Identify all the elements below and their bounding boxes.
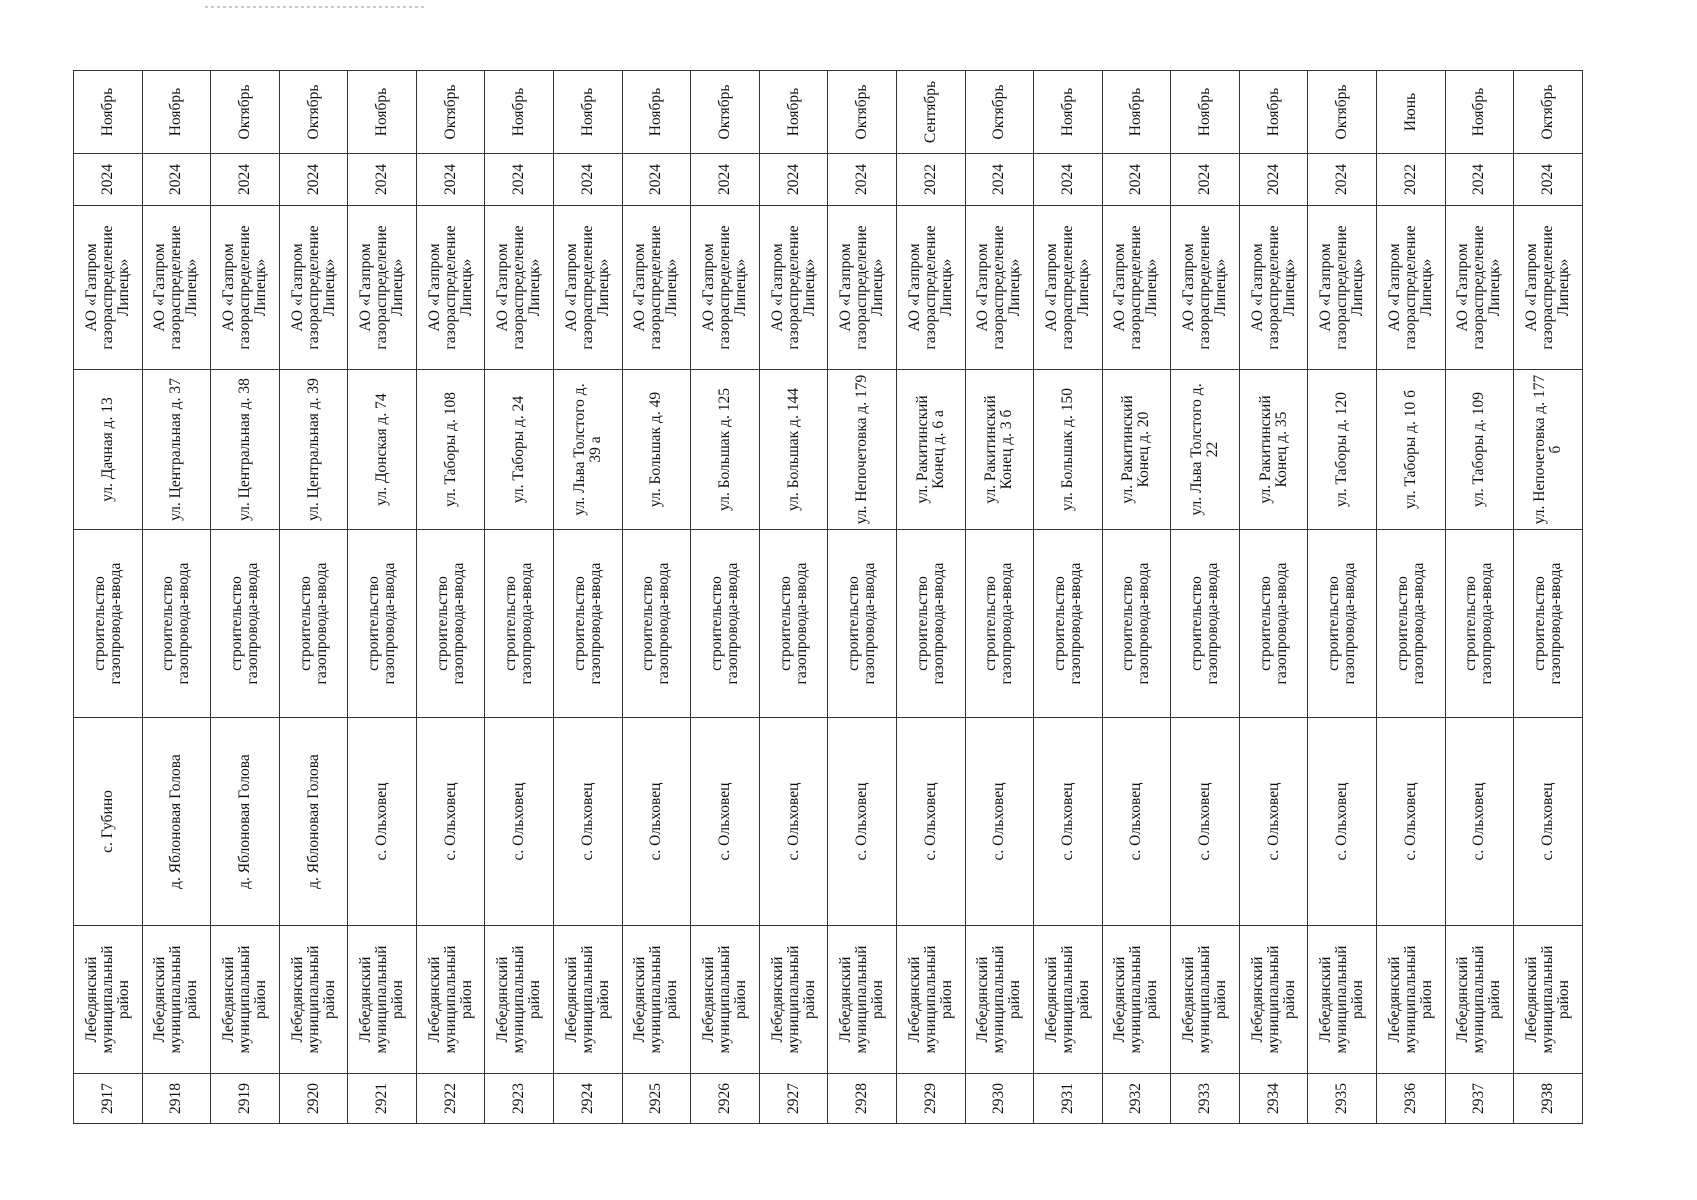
scan-artifact — [205, 6, 425, 8]
table-row — [1034, 71, 1103, 1124]
row-number-cell: 2931 — [1034, 1074, 1103, 1124]
district-cell: Лебедянский муниципальный район — [348, 926, 417, 1074]
district-cell: Лебедянский муниципальный район — [1376, 926, 1445, 1074]
table-row — [485, 71, 554, 1124]
work-type-cell: строительство газопровода-ввода — [348, 530, 417, 718]
month-cell: Ноябрь — [622, 71, 691, 154]
district-cell: Лебедянский муниципальный район — [1514, 926, 1583, 1074]
year-cell: 2024 — [74, 154, 143, 206]
month-cell: Ноябрь — [554, 71, 623, 154]
row-number-cell: 2917 — [74, 1074, 143, 1124]
month-cell: Октябрь — [211, 71, 280, 154]
month-cell: Ноябрь — [1034, 71, 1103, 154]
organization-cell: АО «Газпром газораспределение Липецк» — [279, 206, 348, 370]
table-row — [759, 71, 828, 1124]
row-number-cell: 2919 — [211, 1074, 280, 1124]
row-number-cell: 2927 — [759, 1074, 828, 1124]
month-cell: Октябрь — [1308, 71, 1377, 154]
year-cell: 2024 — [1445, 154, 1514, 206]
row-number-cell: 2936 — [1376, 1074, 1445, 1124]
row-number-cell: 2934 — [1239, 1074, 1308, 1124]
month-cell: Октябрь — [965, 71, 1034, 154]
settlement-cell: с. Ольховец — [485, 718, 554, 926]
month-cell: Октябрь — [1514, 71, 1583, 154]
row-number-cell: 2918 — [142, 1074, 211, 1124]
year-cell: 2024 — [1308, 154, 1377, 206]
month-cell: Ноябрь — [485, 71, 554, 154]
settlement-cell: с. Ольховец — [1445, 718, 1514, 926]
table-row — [416, 71, 485, 1124]
work-type-cell: строительство газопровода-ввода — [1034, 530, 1103, 718]
table-row — [1239, 71, 1308, 1124]
work-type-cell: строительство газопровода-ввода — [211, 530, 280, 718]
year-cell: 2024 — [1171, 154, 1240, 206]
organization-cell: АО «Газпром газораспределение Липецк» — [1308, 206, 1377, 370]
table-row — [211, 71, 280, 1124]
work-type-cell: строительство газопровода-ввода — [965, 530, 1034, 718]
settlement-cell: с. Губино — [74, 718, 143, 926]
row-number-cell: 2925 — [622, 1074, 691, 1124]
row-number-cell: 2920 — [279, 1074, 348, 1124]
organization-cell: АО «Газпром газораспределение Липецк» — [348, 206, 417, 370]
address-cell: ул. Льва Толстого д. 39 а — [554, 370, 623, 530]
organization-cell: АО «Газпром газораспределение Липецк» — [691, 206, 760, 370]
work-type-cell: строительство газопровода-ввода — [142, 530, 211, 718]
year-cell: 2024 — [211, 154, 280, 206]
district-cell: Лебедянский муниципальный район — [691, 926, 760, 1074]
year-cell: 2024 — [759, 154, 828, 206]
year-cell: 2024 — [142, 154, 211, 206]
month-cell: Октябрь — [691, 71, 760, 154]
settlement-cell: с. Ольховец — [554, 718, 623, 926]
row-number-cell: 2923 — [485, 1074, 554, 1124]
organization-cell: АО «Газпром газораспределение Липецк» — [485, 206, 554, 370]
work-type-cell: строительство газопровода-ввода — [554, 530, 623, 718]
organization-cell: АО «Газпром газораспределение Липецк» — [1445, 206, 1514, 370]
work-type-cell: строительство газопровода-ввода — [1514, 530, 1583, 718]
month-cell: Октябрь — [279, 71, 348, 154]
work-type-cell: строительство газопровода-ввода — [759, 530, 828, 718]
year-cell: 2024 — [1239, 154, 1308, 206]
work-type-cell: строительство газопровода-ввода — [1445, 530, 1514, 718]
district-cell: Лебедянский муниципальный район — [485, 926, 554, 1074]
row-number-cell: 2929 — [896, 1074, 965, 1124]
row-number-cell: 2924 — [554, 1074, 623, 1124]
work-type-cell: строительство газопровода-ввода — [74, 530, 143, 718]
row-number-cell: 2933 — [1171, 1074, 1240, 1124]
organization-cell: АО «Газпром газораспределение Липецк» — [1034, 206, 1103, 370]
settlement-cell: с. Ольховец — [965, 718, 1034, 926]
month-cell: Ноябрь — [74, 71, 143, 154]
address-cell: ул. Ракитинский Конец д. 35 — [1239, 370, 1308, 530]
settlement-cell: с. Ольховец — [1171, 718, 1240, 926]
address-cell: ул. Центральная д. 37 — [142, 370, 211, 530]
work-type-cell: строительство газопровода-ввода — [279, 530, 348, 718]
row-number-cell: 2938 — [1514, 1074, 1583, 1124]
settlement-cell: с. Ольховец — [1034, 718, 1103, 926]
address-cell: ул. Непочетовка д. 179 — [828, 370, 897, 530]
year-cell: 2024 — [622, 154, 691, 206]
year-cell: 2024 — [965, 154, 1034, 206]
row-number-cell: 2921 — [348, 1074, 417, 1124]
work-type-cell: строительство газопровода-ввода — [622, 530, 691, 718]
settlement-cell: с. Ольховец — [416, 718, 485, 926]
month-cell: Ноябрь — [142, 71, 211, 154]
organization-cell: АО «Газпром газораспределение Липецк» — [1102, 206, 1171, 370]
settlement-cell: с. Ольховец — [622, 718, 691, 926]
month-cell: Ноябрь — [1171, 71, 1240, 154]
table-row — [348, 71, 417, 1124]
work-type-cell: строительство газопровода-ввода — [1239, 530, 1308, 718]
table-row — [554, 71, 623, 1124]
district-cell: Лебедянский муниципальный район — [965, 926, 1034, 1074]
table-row — [828, 71, 897, 1124]
district-cell: Лебедянский муниципальный район — [1034, 926, 1103, 1074]
district-cell: Лебедянский муниципальный район — [279, 926, 348, 1074]
organization-cell: АО «Газпром газораспределение Липецк» — [759, 206, 828, 370]
year-cell: 2022 — [1376, 154, 1445, 206]
table-row — [1308, 71, 1377, 1124]
year-cell: 2024 — [279, 154, 348, 206]
address-cell: ул. Центральная д. 38 — [211, 370, 280, 530]
district-cell: Лебедянский муниципальный район — [1102, 926, 1171, 1074]
address-cell: ул. Большак д. 49 — [622, 370, 691, 530]
address-cell: ул. Непочетовка д. 177 б — [1514, 370, 1583, 530]
address-cell: ул. Таборы д. 108 — [416, 370, 485, 530]
settlement-cell: с. Ольховец — [1308, 718, 1377, 926]
address-cell: ул. Таборы д. 24 — [485, 370, 554, 530]
month-cell: Ноябрь — [759, 71, 828, 154]
district-cell: Лебедянский муниципальный район — [622, 926, 691, 1074]
work-type-cell: строительство газопровода-ввода — [828, 530, 897, 718]
address-cell: ул. Дачная д. 13 — [74, 370, 143, 530]
address-cell: ул. Таборы д. 10 б — [1376, 370, 1445, 530]
settlement-cell: с. Ольховец — [759, 718, 828, 926]
row-number-cell: 2930 — [965, 1074, 1034, 1124]
address-cell: ул. Центральная д. 39 — [279, 370, 348, 530]
work-type-cell: строительство газопровода-ввода — [416, 530, 485, 718]
district-cell: Лебедянский муниципальный район — [554, 926, 623, 1074]
district-cell: Лебедянский муниципальный район — [1308, 926, 1377, 1074]
address-cell: ул. Большак д. 150 — [1034, 370, 1103, 530]
settlement-cell: д. Яблоновая Голова — [211, 718, 280, 926]
table-row — [1171, 71, 1240, 1124]
district-cell: Лебедянский муниципальный район — [211, 926, 280, 1074]
address-cell: ул. Льва Толстого д. 22 — [1171, 370, 1240, 530]
organization-cell: АО «Газпром газораспределение Липецк» — [1514, 206, 1583, 370]
district-cell: Лебедянский муниципальный район — [1171, 926, 1240, 1074]
month-cell: Ноябрь — [1445, 71, 1514, 154]
gasification-table — [73, 70, 1583, 1124]
table-row — [622, 71, 691, 1124]
work-type-cell: строительство газопровода-ввода — [1171, 530, 1240, 718]
year-cell: 2022 — [896, 154, 965, 206]
work-type-cell: строительство газопровода-ввода — [485, 530, 554, 718]
table-row — [965, 71, 1034, 1124]
table-row — [279, 71, 348, 1124]
settlement-cell: с. Ольховец — [1376, 718, 1445, 926]
month-cell: Ноябрь — [1102, 71, 1171, 154]
district-cell: Лебедянский муниципальный район — [1445, 926, 1514, 1074]
district-cell: Лебедянский муниципальный район — [759, 926, 828, 1074]
year-cell: 2024 — [416, 154, 485, 206]
organization-cell: АО «Газпром газораспределение Липецк» — [1239, 206, 1308, 370]
organization-cell: АО «Газпром газораспределение Липецк» — [554, 206, 623, 370]
year-cell: 2024 — [691, 154, 760, 206]
month-cell: Ноябрь — [348, 71, 417, 154]
table-row — [74, 71, 143, 1124]
year-cell: 2024 — [828, 154, 897, 206]
year-cell: 2024 — [348, 154, 417, 206]
district-cell: Лебедянский муниципальный район — [74, 926, 143, 1074]
rotated-page — [73, 71, 1583, 1124]
address-cell: ул. Большак д. 144 — [759, 370, 828, 530]
settlement-cell: с. Ольховец — [1102, 718, 1171, 926]
table-row — [691, 71, 760, 1124]
table-row — [1376, 71, 1445, 1124]
table-row — [1445, 71, 1514, 1124]
year-cell: 2024 — [485, 154, 554, 206]
organization-cell: АО «Газпром газораспределение Липецк» — [1376, 206, 1445, 370]
address-cell: ул. Таборы д. 120 — [1308, 370, 1377, 530]
work-type-cell: строительство газопровода-ввода — [896, 530, 965, 718]
month-cell: Сентябрь — [896, 71, 965, 154]
row-number-cell: 2928 — [828, 1074, 897, 1124]
year-cell: 2024 — [554, 154, 623, 206]
row-number-cell: 2926 — [691, 1074, 760, 1124]
address-cell: ул. Донская д. 74 — [348, 370, 417, 530]
row-number-cell: 2922 — [416, 1074, 485, 1124]
organization-cell: АО «Газпром газораспределение Липецк» — [896, 206, 965, 370]
organization-cell: АО «Газпром газораспределение Липецк» — [965, 206, 1034, 370]
table-row — [1102, 71, 1171, 1124]
table-body — [74, 71, 1583, 1124]
row-number-cell: 2935 — [1308, 1074, 1377, 1124]
address-cell: ул. Таборы д. 109 — [1445, 370, 1514, 530]
settlement-cell: с. Ольховец — [1239, 718, 1308, 926]
organization-cell: АО «Газпром газораспределение Липецк» — [622, 206, 691, 370]
organization-cell: АО «Газпром газораспределение Липецк» — [1171, 206, 1240, 370]
table-row — [896, 71, 965, 1124]
month-cell: Июнь — [1376, 71, 1445, 154]
settlement-cell: с. Ольховец — [828, 718, 897, 926]
row-number-cell: 2932 — [1102, 1074, 1171, 1124]
district-cell: Лебедянский муниципальный район — [416, 926, 485, 1074]
year-cell: 2024 — [1514, 154, 1583, 206]
table-row — [142, 71, 211, 1124]
year-cell: 2024 — [1034, 154, 1103, 206]
district-cell: Лебедянский муниципальный район — [828, 926, 897, 1074]
month-cell: Октябрь — [828, 71, 897, 154]
row-number-cell: 2937 — [1445, 1074, 1514, 1124]
organization-cell: АО «Газпром газораспределение Липецк» — [142, 206, 211, 370]
work-type-cell: строительство газопровода-ввода — [1308, 530, 1377, 718]
organization-cell: АО «Газпром газораспределение Липецк» — [211, 206, 280, 370]
district-cell: Лебедянский муниципальный район — [896, 926, 965, 1074]
settlement-cell: д. Яблоновая Голова — [279, 718, 348, 926]
settlement-cell: с. Ольховец — [896, 718, 965, 926]
month-cell: Ноябрь — [1239, 71, 1308, 154]
address-cell: ул. Большак д. 125 — [691, 370, 760, 530]
address-cell: ул. Ракитинский Конец д. 6 а — [896, 370, 965, 530]
district-cell: Лебедянский муниципальный район — [142, 926, 211, 1074]
organization-cell: АО «Газпром газораспределение Липецк» — [416, 206, 485, 370]
table-row — [1514, 71, 1583, 1124]
organization-cell: АО «Газпром газораспределение Липецк» — [828, 206, 897, 370]
settlement-cell: д. Яблоновая Голова — [142, 718, 211, 926]
year-cell: 2024 — [1102, 154, 1171, 206]
work-type-cell: строительство газопровода-ввода — [691, 530, 760, 718]
settlement-cell: с. Ольховец — [1514, 718, 1583, 926]
address-cell: ул. Ракитинский Конец д. 3 б — [965, 370, 1034, 530]
month-cell: Октябрь — [416, 71, 485, 154]
address-cell: ул. Ракитинский Конец д. 20 — [1102, 370, 1171, 530]
work-type-cell: строительство газопровода-ввода — [1376, 530, 1445, 718]
organization-cell: АО «Газпром газораспределение Липецк» — [74, 206, 143, 370]
settlement-cell: с. Ольховец — [691, 718, 760, 926]
district-cell: Лебедянский муниципальный район — [1239, 926, 1308, 1074]
work-type-cell: строительство газопровода-ввода — [1102, 530, 1171, 718]
settlement-cell: с. Ольховец — [348, 718, 417, 926]
